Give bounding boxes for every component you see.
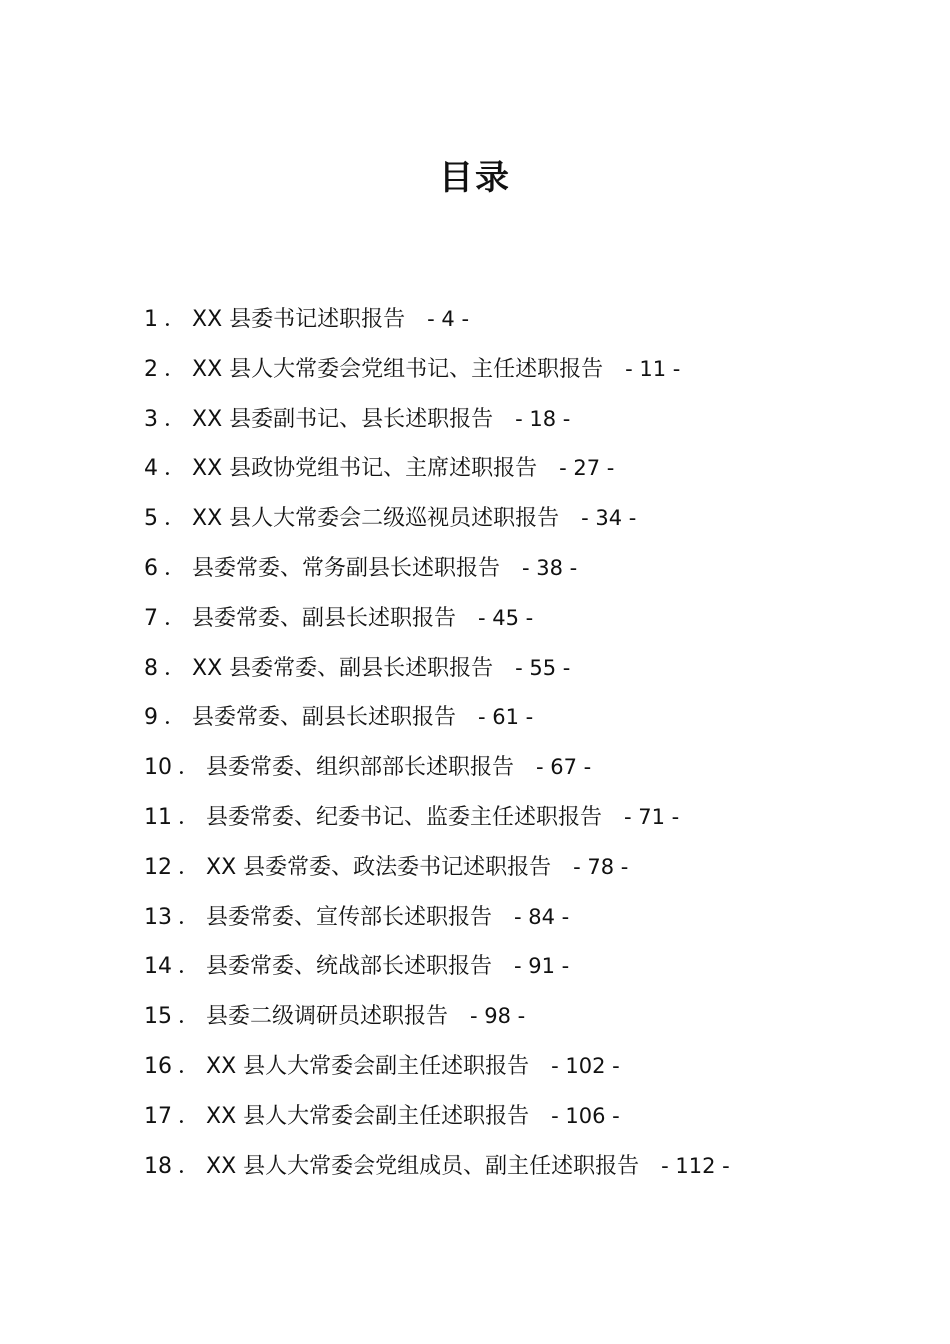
toc-entry-page-number: - 91 - (514, 954, 570, 979)
toc-entry-page-number: - 61 - (478, 705, 534, 730)
toc-entry-separator: ． (178, 1004, 201, 1030)
toc-entry-separator: ． (164, 307, 187, 332)
toc-entry-number: 9 (144, 705, 158, 731)
toc-entry-number: 8 (144, 655, 158, 681)
toc-entry[interactable] (144, 793, 904, 843)
toc-entry-number: 15 (144, 1004, 172, 1030)
toc-entry-title: XX 县委常委、副县长述职报告 (192, 655, 494, 681)
toc-entry-separator: ． (178, 904, 201, 930)
toc-entry-page-number: - 84 - (514, 904, 570, 929)
toc-entry[interactable] (144, 544, 904, 594)
toc-entry-page-number: - 98 - (470, 1004, 526, 1029)
toc-entry-page-number: - 38 - (522, 555, 578, 580)
table-of-contents (144, 295, 904, 1191)
toc-entry-number: 7 (144, 605, 158, 631)
toc-entry[interactable] (144, 743, 904, 793)
toc-entry-page-number: - 106 - (551, 1103, 620, 1128)
toc-entry-number: 14 (144, 954, 172, 980)
toc-entry-separator: ． (178, 755, 201, 781)
toc-entry-title: XX 县人大常委会副主任述职报告 (206, 1103, 530, 1129)
toc-entry-separator: ． (164, 356, 187, 382)
toc-entry[interactable] (144, 1042, 904, 1092)
toc-entry-separator: ． (164, 605, 187, 631)
toc-entry-separator: ． (164, 456, 187, 482)
toc-entry-page-number: - 102 - (551, 1053, 620, 1078)
toc-entry-title: 县委常委、常务副县长述职报告 (192, 555, 501, 581)
toc-entry-title: XX 县人大常委会二级巡视员述职报告 (192, 506, 560, 532)
toc-entry-number: 12 (144, 854, 172, 880)
toc-entry-number: 17 (144, 1103, 172, 1129)
toc-entry-page-number: - 18 - (515, 406, 571, 431)
toc-entry-title: XX 县人大常委会副主任述职报告 (206, 1053, 530, 1079)
toc-entry-number: 2 (144, 356, 158, 382)
toc-entry[interactable] (144, 395, 904, 445)
toc-entry[interactable] (144, 644, 904, 694)
toc-entry-number: 3 (144, 406, 158, 432)
toc-entry-title: XX 县委常委、政法委书记述职报告 (206, 854, 552, 880)
toc-entry-separator: ． (164, 506, 187, 532)
toc-entry-separator: ． (178, 1103, 201, 1129)
toc-entry-title: 县委二级调研员述职报告 (206, 1004, 449, 1030)
toc-entry[interactable] (144, 843, 904, 893)
toc-entry-number: 1 (144, 307, 158, 332)
toc-entry-page-number: - 112 - (661, 1153, 730, 1178)
toc-entry-page-number: - 71 - (624, 804, 680, 829)
toc-entry-title: XX 县政协党组书记、主席述职报告 (192, 456, 538, 482)
toc-entry-page-number: - 78 - (573, 854, 629, 879)
toc-entry-title: XX 县委书记述职报告 (192, 307, 406, 332)
toc-entry-number: 4 (144, 456, 158, 482)
toc-entry-title: XX 县人大常委会党组成员、副主任述职报告 (206, 1153, 640, 1179)
toc-entry-separator: ． (164, 705, 187, 731)
toc-entry[interactable] (144, 444, 904, 494)
toc-entry[interactable] (144, 345, 904, 395)
toc-entry-title: 县委常委、副县长述职报告 (192, 705, 457, 731)
toc-entry-separator: ． (178, 1053, 201, 1079)
toc-entry-separator: ． (178, 1153, 201, 1179)
toc-entry[interactable] (144, 942, 904, 992)
toc-entry-title: 县委常委、组织部部长述职报告 (206, 755, 515, 781)
toc-entry-title: 县委常委、副县长述职报告 (192, 605, 457, 631)
toc-entry-separator: ． (164, 555, 187, 581)
toc-entry[interactable] (144, 295, 904, 345)
toc-entry-number: 11 (144, 804, 172, 830)
toc-entry-title: 县委常委、纪委书记、监委主任述职报告 (206, 804, 603, 830)
toc-entry-number: 16 (144, 1053, 172, 1079)
toc-entry-page-number: - 45 - (478, 605, 534, 630)
toc-entry[interactable] (144, 494, 904, 544)
toc-entry[interactable] (144, 1142, 904, 1192)
toc-entry-page-number: - 55 - (515, 655, 571, 680)
toc-entry-page-number: - 34 - (581, 506, 637, 531)
toc-entry-title: 县委常委、统战部长述职报告 (206, 954, 493, 980)
toc-entry-title: 县委常委、宣传部长述职报告 (206, 904, 493, 930)
toc-entry-number: 18 (144, 1153, 172, 1179)
toc-entry[interactable] (144, 1092, 904, 1142)
toc-entry-separator: ． (164, 406, 187, 432)
toc-entry-separator: ． (178, 804, 201, 830)
toc-entry[interactable] (144, 992, 904, 1042)
toc-entry[interactable] (144, 693, 904, 743)
toc-entry-page-number: - 11 - (625, 356, 681, 381)
toc-entry-page-number: - 67 - (536, 755, 592, 780)
toc-entry-number: 13 (144, 904, 172, 930)
toc-entry-page-number: - 27 - (559, 456, 615, 481)
toc-entry-number: 6 (144, 555, 158, 581)
toc-entry-separator: ． (178, 854, 201, 880)
toc-entry-page-number: - 4 - (427, 307, 470, 331)
page-title: 目录 (439, 158, 511, 198)
toc-entry-separator: ． (164, 655, 187, 681)
toc-entry[interactable] (144, 594, 904, 644)
toc-entry[interactable] (144, 893, 904, 943)
toc-entry-number: 10 (144, 755, 172, 781)
toc-entry-number: 5 (144, 506, 158, 532)
toc-entry-title: XX 县委副书记、县长述职报告 (192, 406, 494, 432)
toc-entry-title: XX 县人大常委会党组书记、主任述职报告 (192, 356, 604, 382)
toc-entry-separator: ． (178, 954, 201, 980)
